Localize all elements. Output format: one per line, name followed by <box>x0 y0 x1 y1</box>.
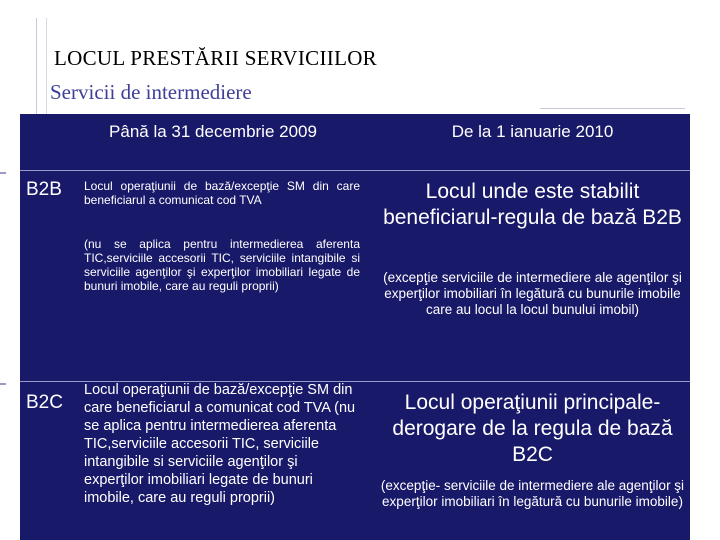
decorative-horizontal-line <box>540 108 685 109</box>
b2c-after-note: (excepţie- serviciile de intermediere ale agenţilor şi experţilor imobiliari în legătură cu bunurile imobile) <box>380 478 685 509</box>
header-from-2010: De la 1 ianuarie 2010 <box>451 122 614 141</box>
decorative-vertical-line-inner <box>46 18 47 128</box>
header-before-2010: Până la 31 decembrie 2009 <box>109 122 317 141</box>
b2b-before-note: (nu se aplica pentru intermedierea aferenta TIC,serviciile accesorii TIC, serviciile intangibile si serviciile agenţilor şi experţilor imobiliari legate de bunuri imobile, care au reguli proprii) <box>84 237 360 293</box>
comparison-table <box>20 114 690 540</box>
b2c-before-main: Locul operaţiunii de bază/excepţie SM din care beneficiarul a comunicat cod TVA (nu se aplica pentru intermedierea aferenta TIC,serviciile accesorii TIC, serviciile intangibile si serviciile agenţilor şi experţilor imobiliari legate de bunuri imobile, care au reguli proprii) <box>84 382 356 506</box>
b2b-after-main: Locul unde este stabilit beneficiarul-regula de bază B2B <box>383 180 682 229</box>
slide-title: LOCUL PRESTĂRII SERVICIILOR <box>54 46 377 70</box>
row-label-b2c: B2C <box>26 392 63 413</box>
row-marker <box>0 383 6 385</box>
row-label-b2b: B2B <box>26 179 62 200</box>
header-divider <box>20 170 690 171</box>
row-marker <box>0 172 6 174</box>
b2b-after-note: (excepţie serviciile de intermediere ale agenţilor şi experţilor imobiliari în legătură cu bunurile imobile care au locul la locul bunului imobil) <box>383 270 682 317</box>
slide-subtitle: Servicii de intermediere <box>50 80 252 104</box>
b2b-before-main: Locul operaţiunii de bază/excepţie SM din care beneficiarul a comunicat cod TVA <box>84 179 360 207</box>
b2c-after-main: Locul operaţiunii principale- derogare de la regula de bază B2C <box>392 391 673 466</box>
